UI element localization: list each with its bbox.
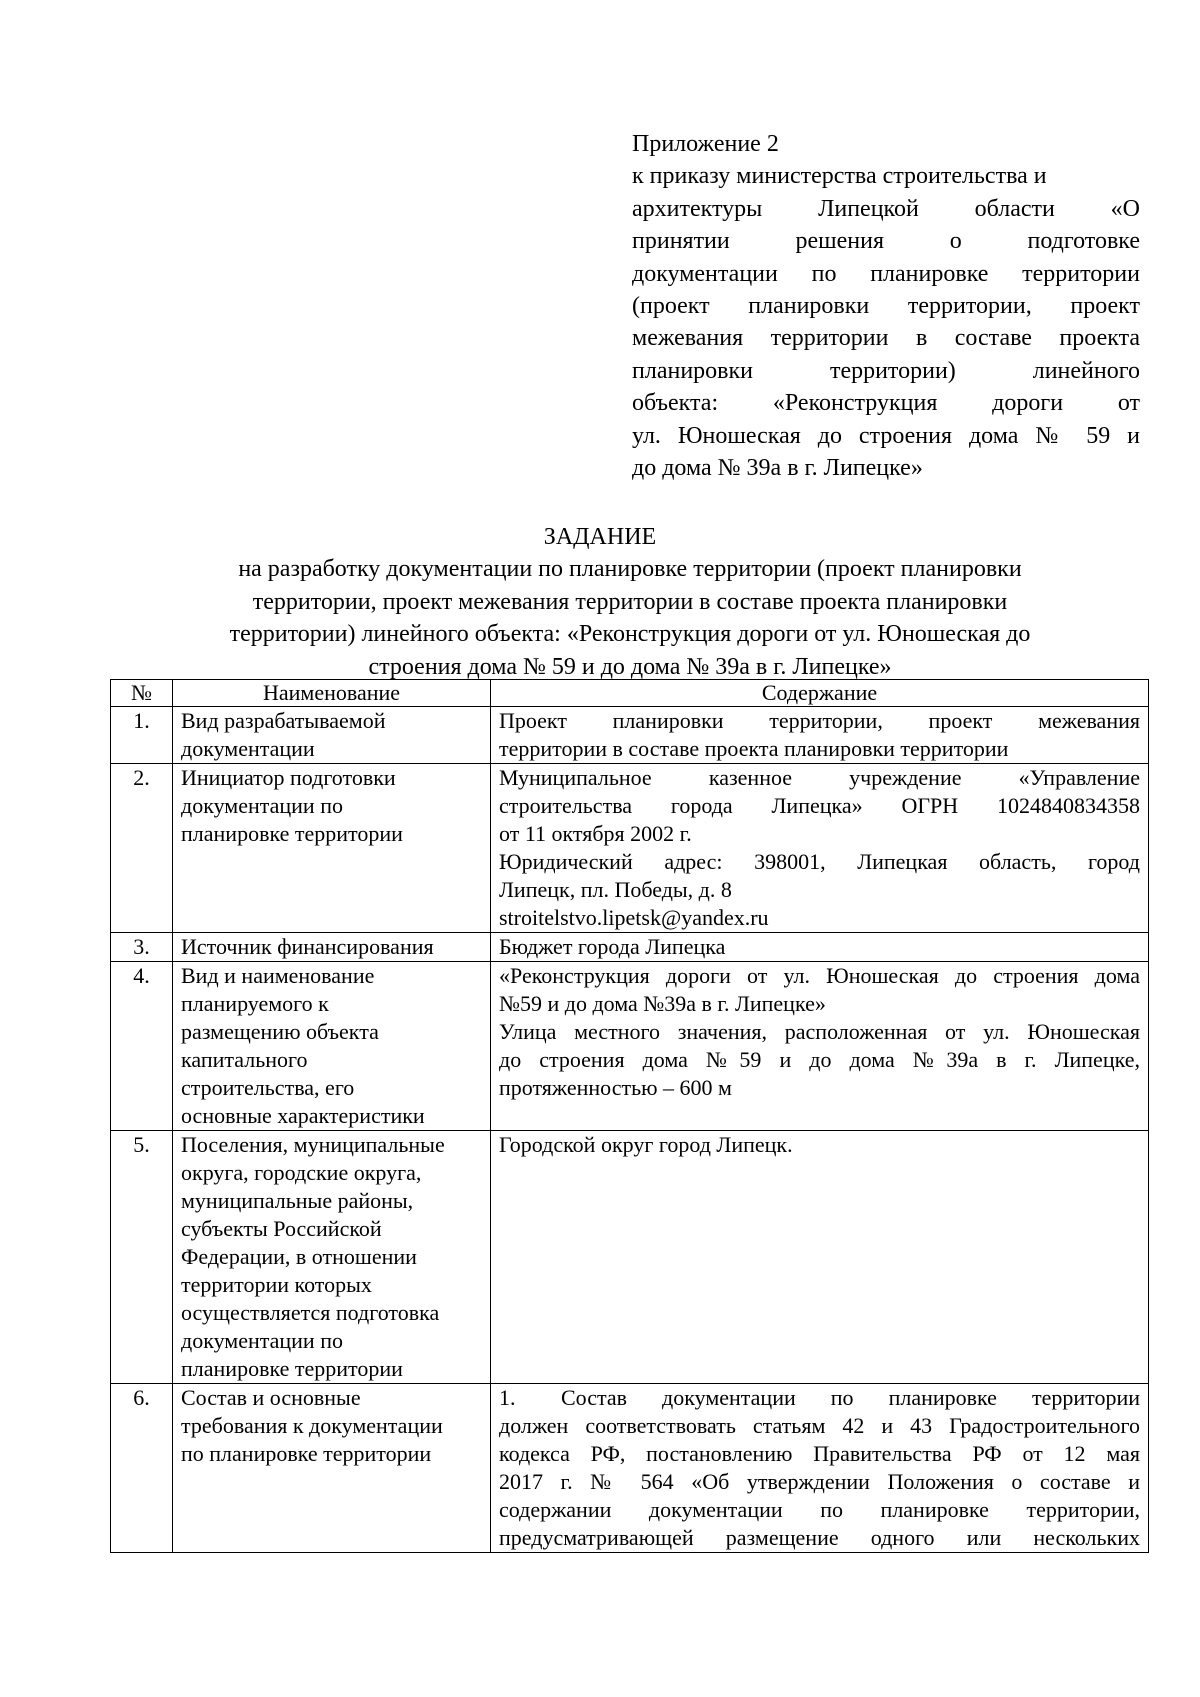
name-line: Поселения, муниципальные [181,1132,445,1157]
content-line: Бюджет города Липецка [499,934,726,959]
row-name [173,962,491,1131]
name-line: Вид и наименование [181,963,375,988]
content-line: Муниципальное казенное учреждение «Управление [499,765,1140,790]
content-text: Состав документации по планировке территории [561,1385,1140,1410]
subtitle-line: территории, проект межевания территории в составе проекта планировки [252,588,1008,615]
name-line: Вид разрабатываемой [181,708,386,733]
content-line: от 11 октября 2002 г. [499,821,692,846]
name-line: капитального [181,1047,308,1072]
appendix-line: принятии решения о подготовке [632,228,1140,255]
row-number: 4. [111,962,173,1131]
appendix-line: документации по планировке территории [632,260,1140,287]
appendix-line: межевания территории в составе проекта [632,325,1140,352]
name-line: муниципальные районы, [181,1188,414,1213]
appendix-line: архитектуры Липецкой области «О [632,195,1140,222]
appendix-line: (проект планировки территории, проект [632,293,1140,320]
row-name [173,764,491,933]
appendix-line: до дома № 39а в г. Липецке» [632,455,923,482]
name-line: планировке территории [181,821,403,846]
table-row [111,933,1149,962]
name-line: округа, городские округа, [181,1160,422,1185]
name-line: требования к документации [181,1413,443,1438]
row-name [173,707,491,764]
content-line [499,1384,1140,1412]
name-line: Состав и основные [181,1385,361,1410]
name-line: Федерации, в отношении [181,1244,417,1269]
header-name: Наименование [173,680,491,707]
appendix-block [632,128,1140,484]
subtitle-line: строения дома № 59 и до дома № 39а в г. Липецке» [368,653,892,680]
table-header-row [111,680,1149,707]
content-line: предусматривающей размещение одного или нескольких [499,1525,1140,1550]
content-line: строительства города Липецка» ОГРН 1024840834358 [499,793,1140,818]
name-line: осуществляется подготовка [181,1300,440,1325]
name-line: планировке территории [181,1356,403,1381]
row-content [491,962,1149,1131]
item-number: 1. [499,1385,516,1410]
appendix-line: к приказу министерства строительства и [632,163,1047,190]
row-content [491,707,1149,764]
content-line: должен соответствовать статьям 42 и 43 Градостроительного [499,1413,1140,1438]
content-line: территории в составе проекта планировки территории [499,736,1009,761]
document-subtitle [110,553,1150,683]
document-title: ЗАДАНИЕ [543,524,657,550]
table-row [111,1384,1149,1553]
table-row [111,707,1149,764]
subtitle-line: территории) линейного объекта: «Реконструкция дороги от ул. Юношеская до [229,621,1031,647]
row-number: 2. [111,764,173,933]
name-line: по планировке территории [181,1441,432,1466]
name-line: документации по [181,793,343,818]
task-table [110,679,1149,1553]
content-line: протяженностью – 600 м [499,1075,732,1100]
appendix-line: планировки территории) линейного [632,357,1140,384]
header-content: Содержание [491,680,1149,707]
content-line: Проект планировки территории, проект межевания [499,708,1140,733]
row-content [491,1131,1149,1384]
header-number: № [111,680,173,707]
table-row [111,764,1149,933]
name-line: строительства, его [181,1075,355,1100]
appendix-line: ул. Юношеская до строения дома № 59 и [632,422,1140,449]
name-line: планируемого к [181,991,329,1016]
content-line: «Реконструкция дороги от ул. Юношеская до строения дома [499,963,1140,988]
content-line: Улица местного значения, расположенная от ул. Юношеская [499,1019,1140,1044]
table-row [111,1131,1149,1384]
row-content [491,764,1149,933]
email-link[interactable]: stroitelstvo.lipetsk@yandex.ru [499,905,769,930]
name-line: субъекты Российской [181,1216,382,1241]
name-line: Источник финансирования [181,934,434,959]
row-number: 6. [111,1384,173,1553]
name-line: размещению объекта [181,1019,379,1044]
name-line: документации [181,736,315,761]
appendix-line: объекта: «Реконструкция дороги от [632,390,1140,417]
table-row [111,962,1149,1131]
row-name [173,1384,491,1553]
content-line: №59 и до дома №39а в г. Липецке» [499,991,826,1016]
content-line: до строения дома №59 и до дома №39а в г. Липецке, [499,1047,1140,1072]
content-line: 2017 г. № 564 «Об утверждении Положения о составе и [499,1469,1140,1494]
row-number: 3. [111,933,173,962]
content-line: содержании документации по планировке территории, [499,1497,1140,1522]
row-name [173,933,491,962]
content-line: кодекса РФ, постановлению Правительства РФ от 12 мая [499,1441,1140,1466]
content-line: Юридический адрес: 398001, Липецкая область, город [499,849,1140,874]
row-content [491,933,1149,962]
subtitle-line: на разработку документации по планировке территории (проект планировки [238,556,1022,582]
content-line: Городской округ город Липецк. [499,1132,793,1157]
name-line: территории которых [181,1272,372,1297]
content-line: Липецк, пл. Победы, д. 8 [499,877,732,902]
row-name [173,1131,491,1384]
name-line: Инициатор подготовки [181,765,396,790]
name-line: документации по [181,1328,343,1353]
row-content [491,1384,1149,1553]
row-number: 5. [111,1131,173,1384]
appendix-line: Приложение 2 [632,131,779,157]
name-line: основные характеристики [181,1103,425,1128]
row-number: 1. [111,707,173,764]
